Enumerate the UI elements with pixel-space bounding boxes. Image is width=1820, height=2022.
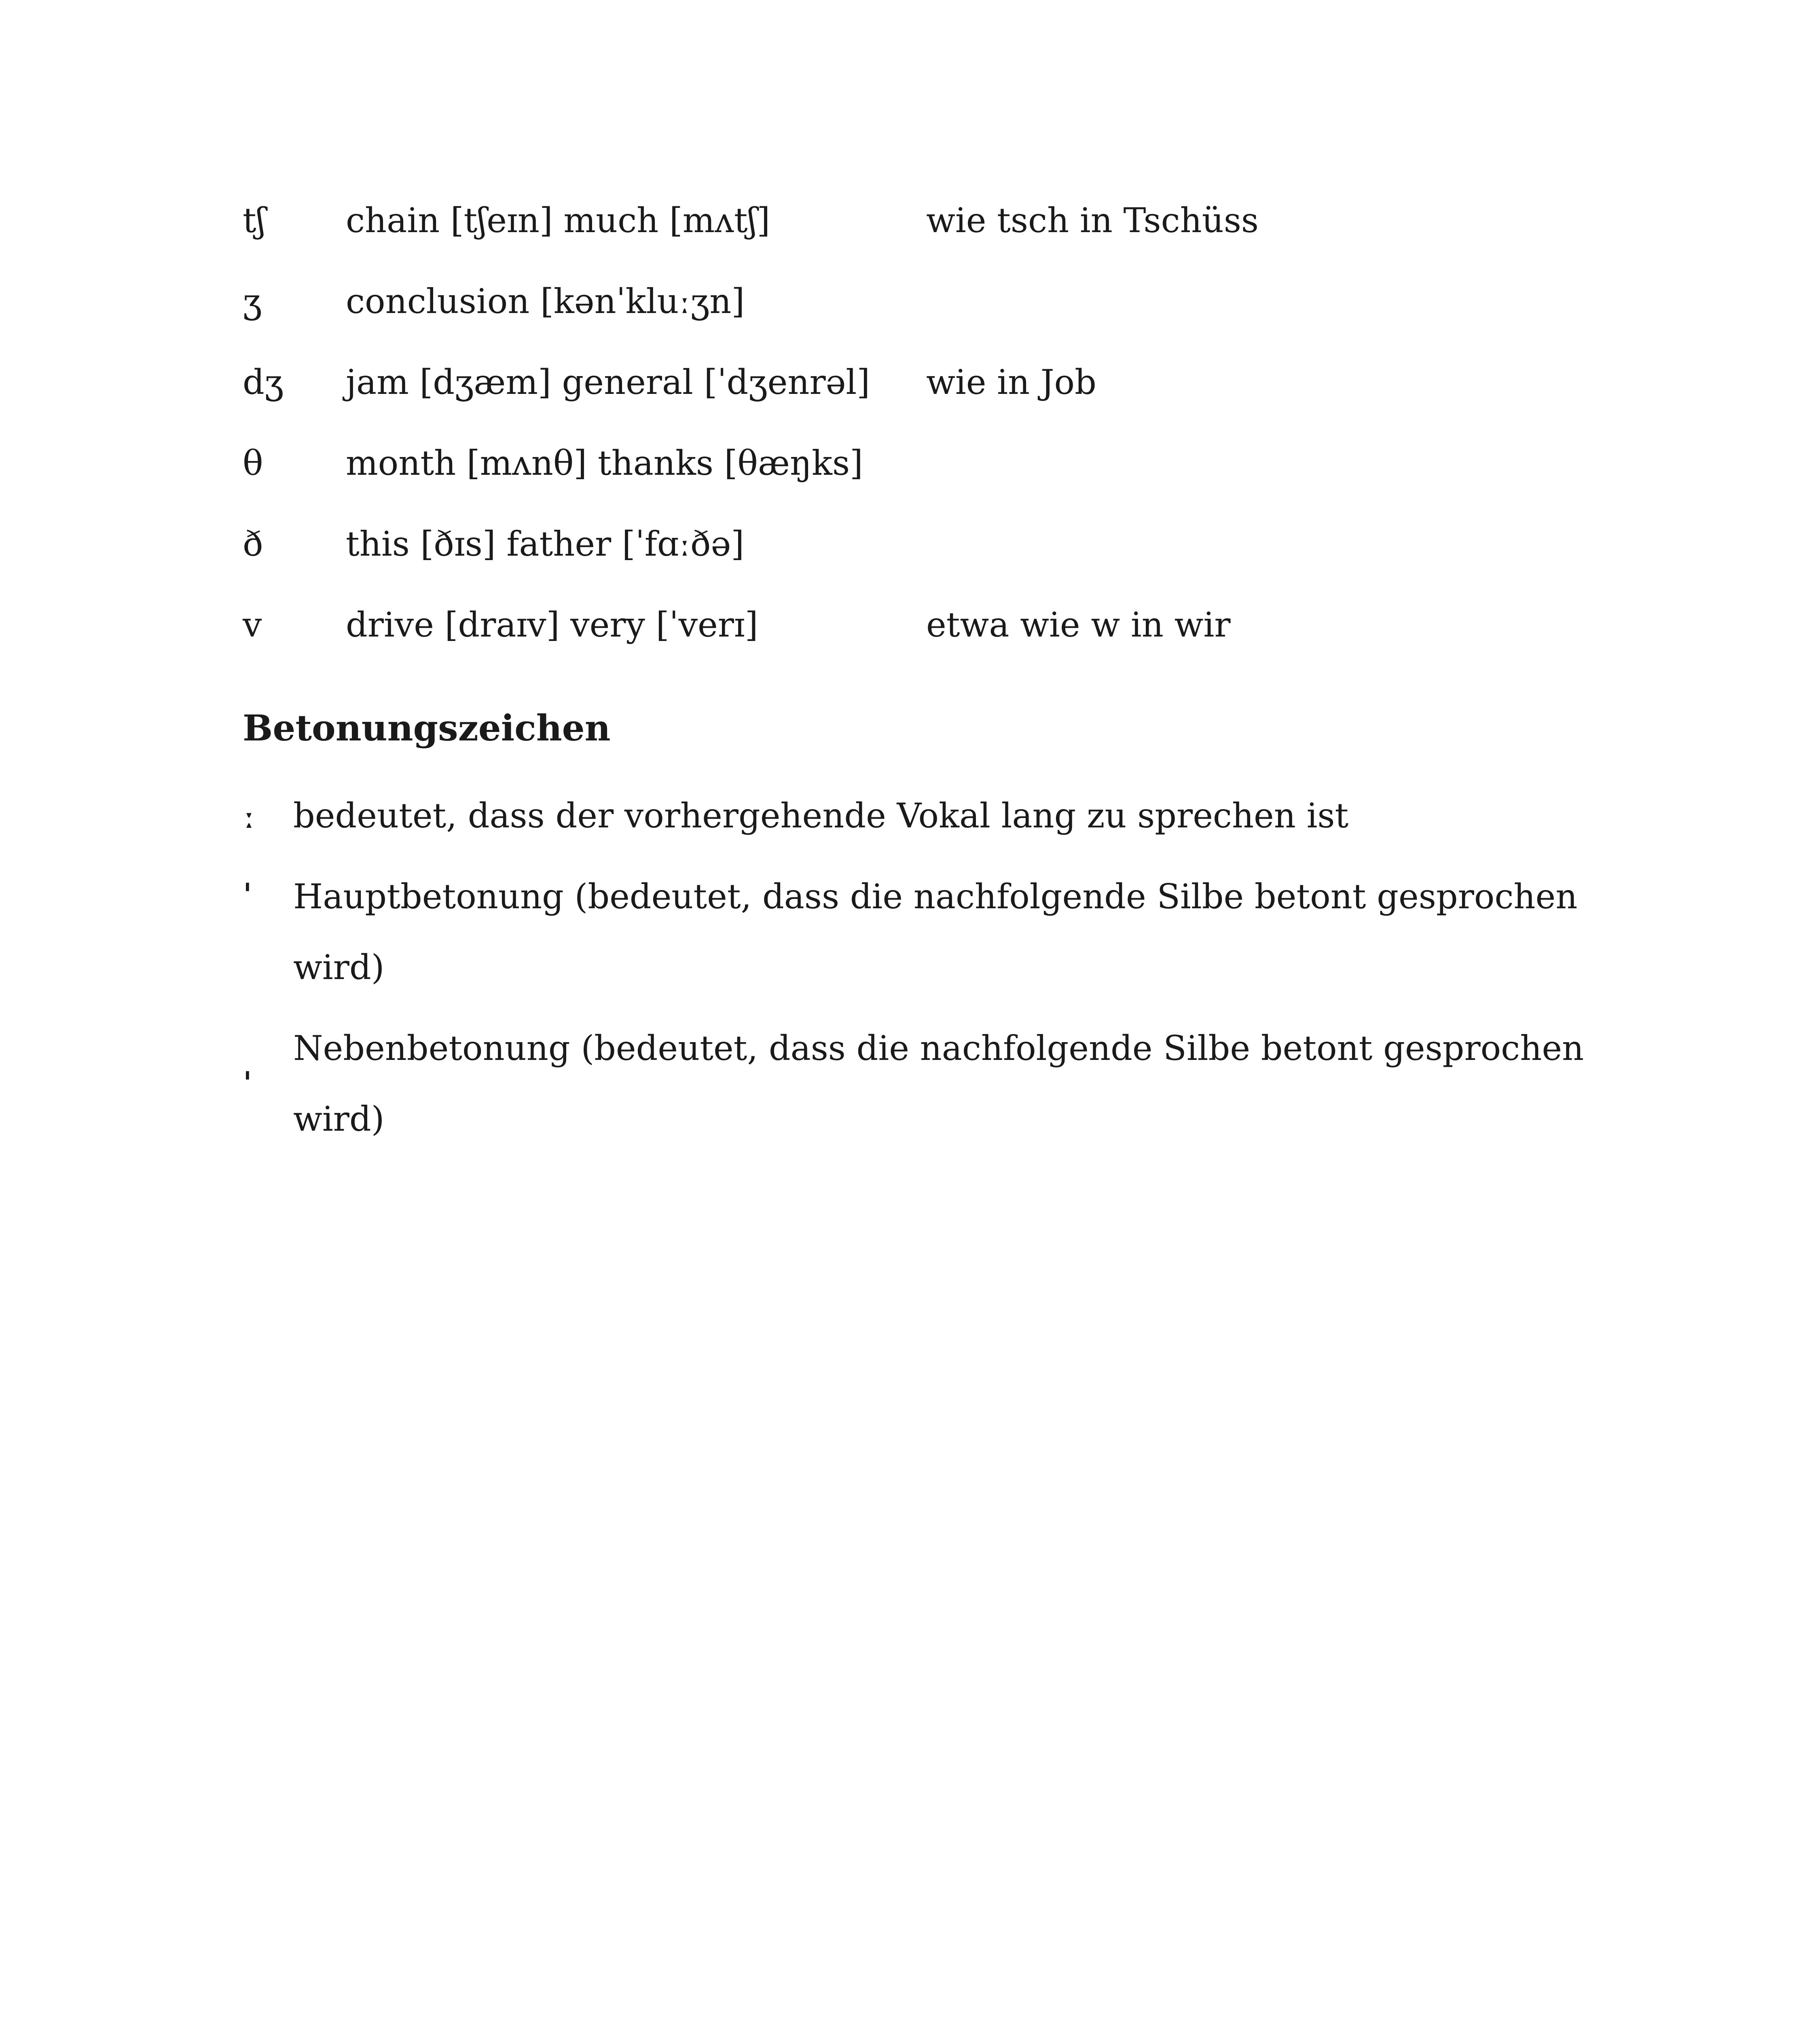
ipa-symbol: v <box>243 605 262 645</box>
ipa-note: wie tsch in Tschüss <box>926 201 1259 240</box>
stress-mark-item <box>243 861 1638 1003</box>
stress-mark-description: bedeutet, dass der vorhergehende Vokal lang zu sprechen ist <box>293 796 1349 835</box>
ipa-symbol: ʒ <box>243 281 262 321</box>
ipa-row <box>243 271 1618 352</box>
secondary-stress-mark: ˌ <box>243 1045 252 1085</box>
ipa-symbol: θ <box>243 443 263 483</box>
ipa-example: conclusion [kənˈkluːʒn] <box>346 281 745 321</box>
ipa-row <box>243 190 1618 271</box>
ipa-row <box>243 352 1618 433</box>
ipa-example: jam [dʒæm] general [ˈdʒenrəl] <box>346 362 870 402</box>
ipa-symbol: dʒ <box>243 362 284 402</box>
ipa-example: drive [draɪv] very [ˈverɪ] <box>346 605 758 645</box>
ipa-note: wie in Job <box>926 362 1096 402</box>
stress-mark-item <box>243 1013 1638 1155</box>
ipa-table <box>243 190 1618 675</box>
ipa-row <box>243 433 1618 514</box>
section-heading: Betonungszeichen <box>243 707 611 749</box>
primary-stress-mark: ˈ <box>243 877 252 917</box>
ipa-example: chain [tʃeɪn] much [mʌtʃ] <box>346 201 770 240</box>
stress-mark-item <box>243 780 1638 851</box>
ipa-example: this [ðɪs] father [ˈfɑːðə] <box>346 524 744 564</box>
stress-mark-description: Nebenbetonung (bedeutet, dass die nachfolgende Silbe betont gesprochen wird) <box>293 1028 1584 1139</box>
ipa-symbol: tʃ <box>243 201 266 240</box>
ipa-symbol: ð <box>243 524 263 564</box>
stress-mark-list <box>243 780 1638 1165</box>
ipa-example: month [mʌnθ] thanks [θæŋks] <box>346 443 863 483</box>
stress-mark-description: Hauptbetonung (bedeutet, dass die nachfolgende Silbe betont gesprochen wird) <box>293 877 1578 987</box>
ipa-row <box>243 594 1618 675</box>
ipa-note: etwa wie w in wir <box>926 605 1231 645</box>
ipa-row <box>243 514 1618 594</box>
length-mark: ː <box>243 796 256 836</box>
